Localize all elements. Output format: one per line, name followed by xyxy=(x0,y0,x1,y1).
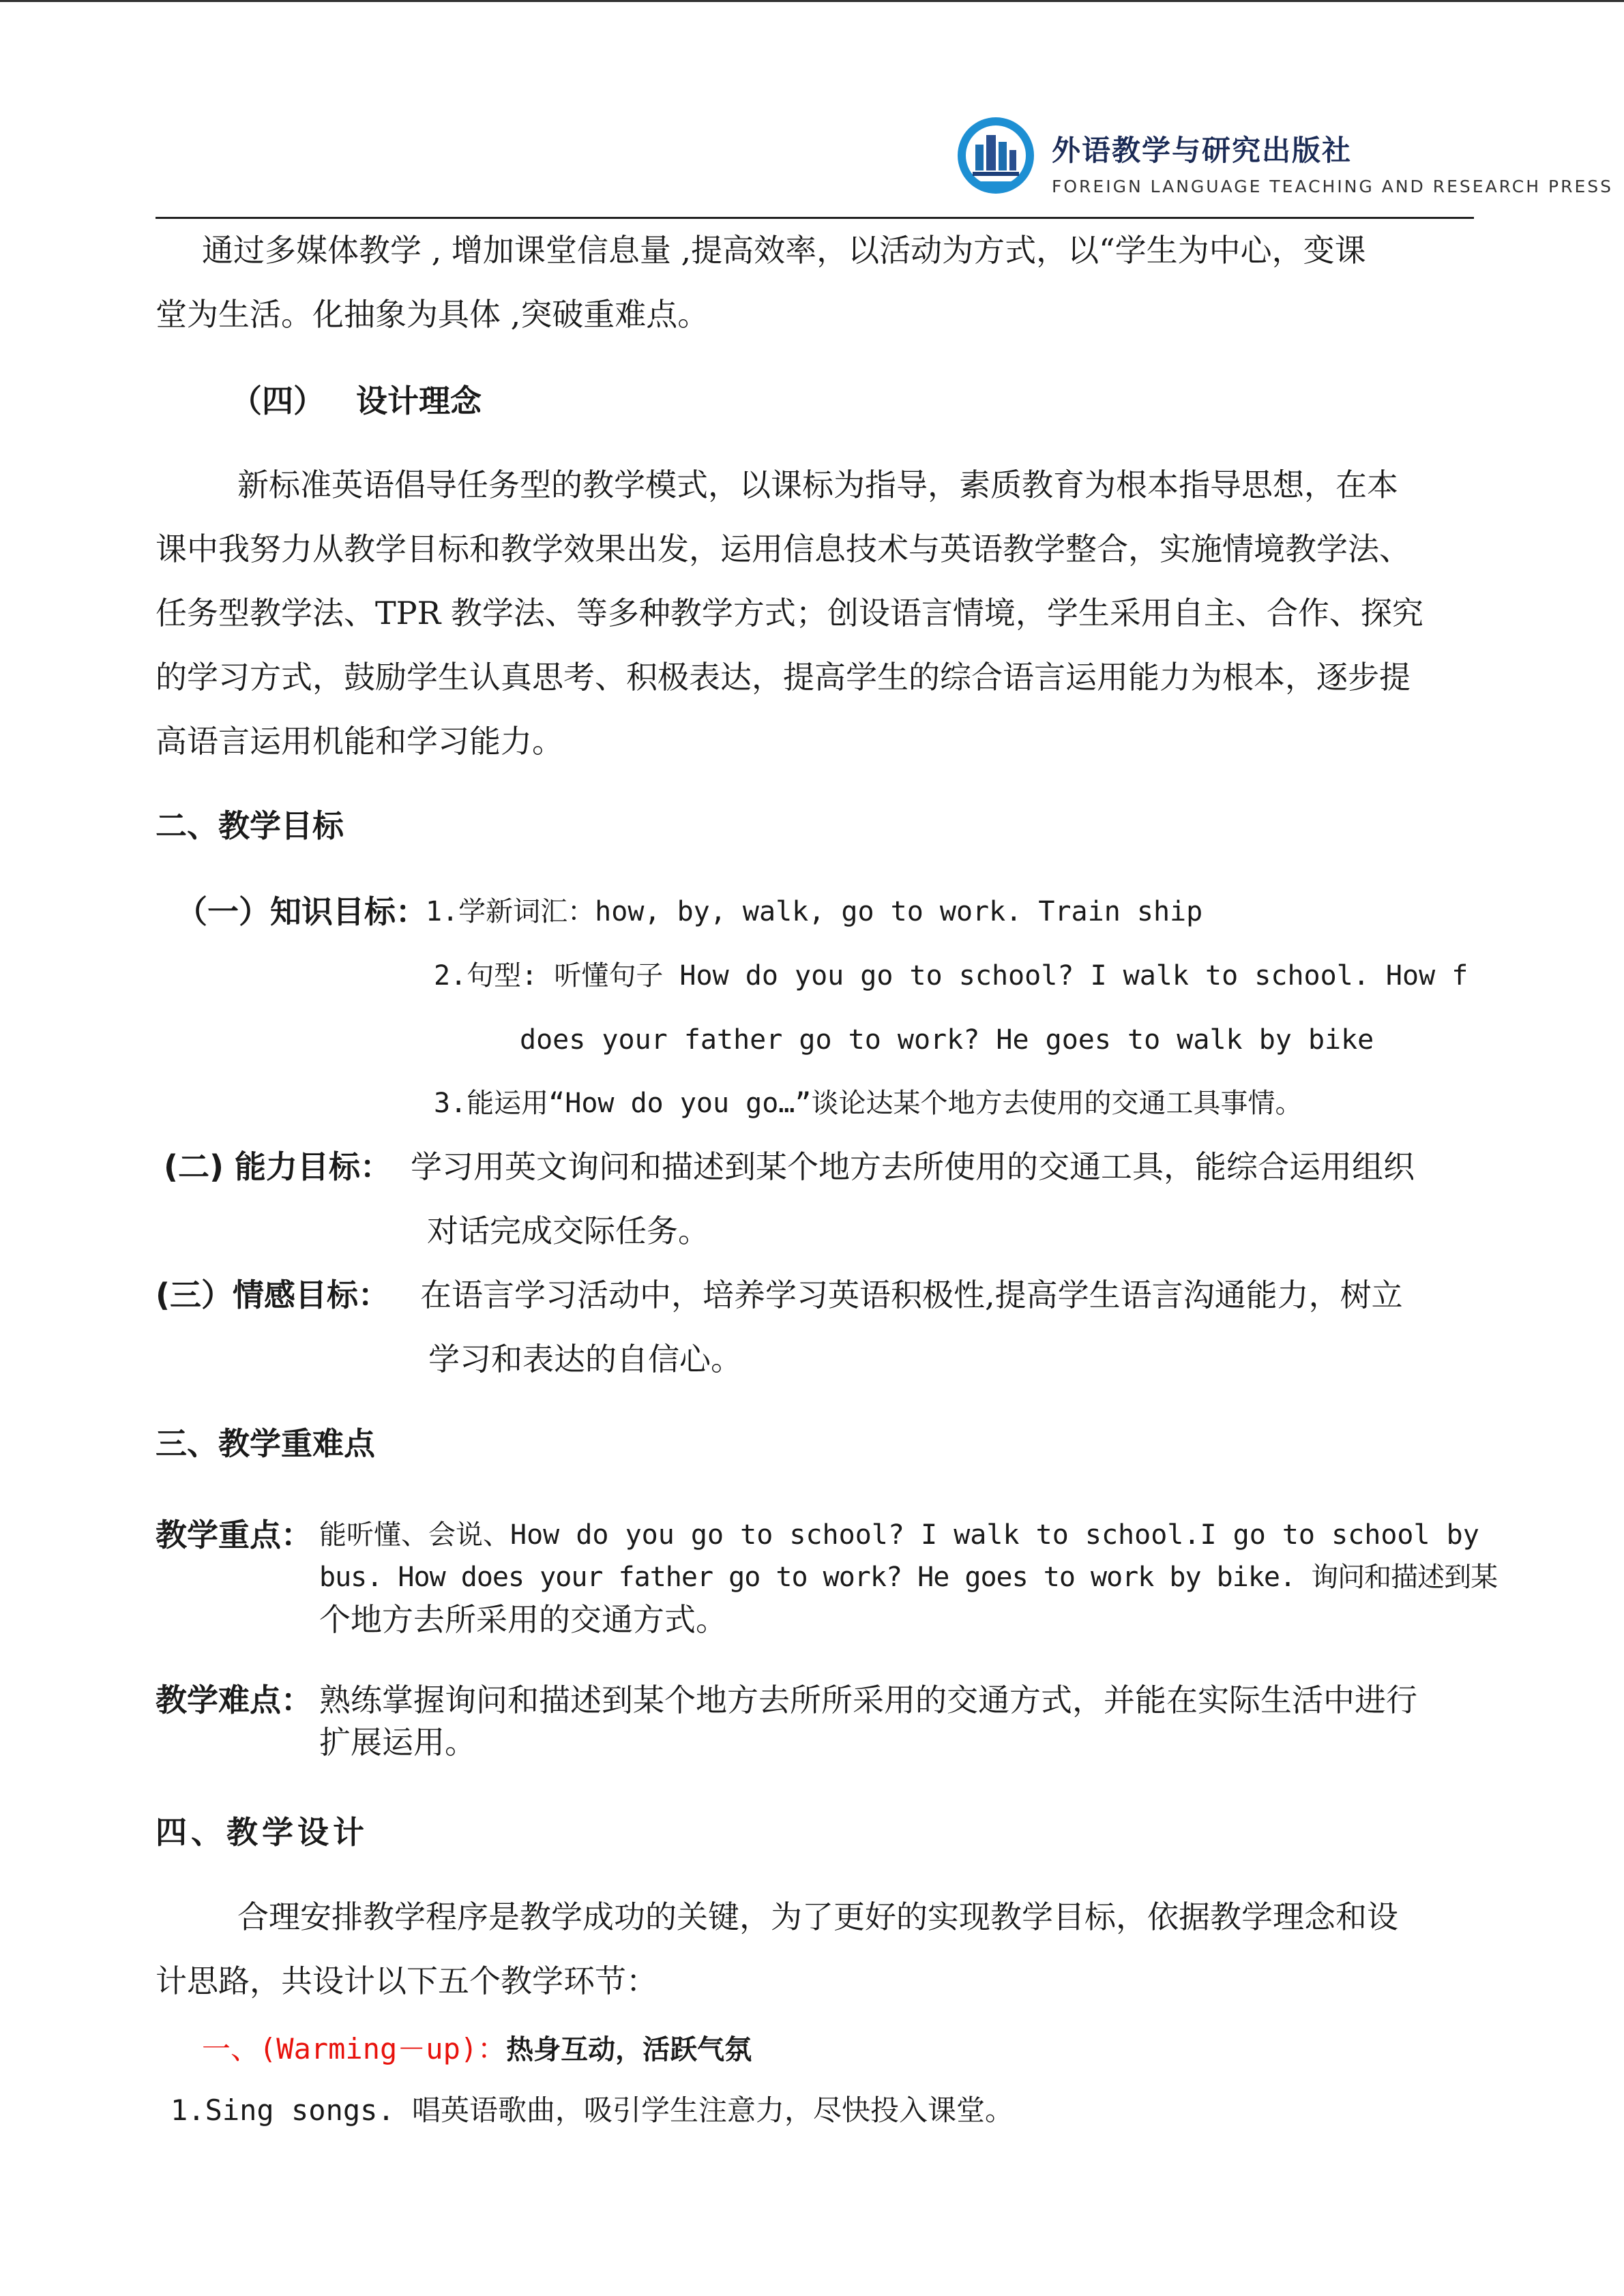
emotion-goal-2: 学习和表达的自信心。 xyxy=(428,1341,742,1377)
knowledge-goal-1: 1.学新词汇：how, by, walk, go to work. Train ship xyxy=(426,896,1203,927)
knowledge-goal-label: （一）知识目标： xyxy=(176,893,427,930)
intro-line-2: 堂为生活。化抽象为具体 ,突破重难点。 xyxy=(156,296,709,333)
publisher-logo xyxy=(955,115,1037,203)
design-concept-number: （四） xyxy=(231,383,325,419)
warmup-step-heading xyxy=(202,2027,752,2071)
emotion-goal-label: (三）情感目标： xyxy=(156,1277,390,1313)
warmup-step-1: 1.Sing songs. 唱英语歌曲，吸引学生注意力，尽快投入课堂。 xyxy=(171,2093,1014,2127)
design-concept-line-5: 高语言运用机能和学习能力。 xyxy=(156,723,563,760)
difficulty-label: 教学难点： xyxy=(156,1682,312,1718)
knowledge-goal-2b: does your father go to work? He goes to walk by bike xyxy=(520,1024,1374,1056)
difficulty-line-1: 熟练掌握询问和描述到某个地方去所所采用的交通方式，并能在实际生活中进行 xyxy=(319,1682,1417,1718)
ability-goal-label: (二) 能力目标： xyxy=(164,1148,392,1185)
header-rule xyxy=(156,217,1474,219)
knowledge-goal-2a: 2.句型: 听懂句子 How do you go to school? I walk to school. How f xyxy=(434,960,1468,992)
design-concept-line-3: 任务型教学法、TPR 教学法、等多种教学方式；创设语言情境，学生采用自主、合作、探究 xyxy=(156,595,1423,631)
difficulty-line-2: 扩展运用。 xyxy=(319,1724,476,1761)
design-concept-heading: 设计理念 xyxy=(356,383,482,419)
focus-line-2: bus. How does your father go to work? He goes to work by bike. 询问和描述到某 xyxy=(319,1562,1498,1593)
publisher-name-cn: 外语教学与研究出版社 xyxy=(1052,134,1353,167)
teaching-design-line-2: 计思路，共设计以下五个教学环节： xyxy=(156,1963,658,1999)
ability-goal-1: 学习用英文询问和描述到某个地方去所使用的交通工具，能综合运用组织 xyxy=(411,1148,1415,1185)
key-points-heading: 三、教学重难点 xyxy=(156,1425,375,1462)
design-concept-line-1: 新标准英语倡导任务型的教学模式，以课标为指导，素质教育为根本指导思想，在本 xyxy=(237,466,1398,503)
publisher-name-en: FOREIGN LANGUAGE TEACHING AND RESEARCH PRESS xyxy=(1052,177,1613,196)
teaching-design-heading: 四、教学设计 xyxy=(156,1814,368,1851)
teaching-design-line-1: 合理安排教学程序是教学成功的关键，为了更好的实现教学目标，依据教学理念和设 xyxy=(237,1898,1398,1935)
focus-line-3: 个地方去所采用的交通方式。 xyxy=(319,1601,727,1638)
emotion-goal-1: 在语言学习活动中，培养学习英语积极性,提高学生语言沟通能力，树立 xyxy=(420,1277,1403,1313)
ability-goal-2: 对话完成交际任务。 xyxy=(427,1212,709,1249)
knowledge-goal-3: 3.能运用“How do you go…”谈论达某个地方去使用的交通工具事情。 xyxy=(434,1088,1303,1119)
focus-label: 教学重点： xyxy=(156,1517,312,1553)
intro-line-1: 通过多媒体教学 , 增加课堂信息量 ,提高效率，以活动为方式，以“学生为中心，变课 xyxy=(202,232,1366,269)
page-top-border xyxy=(0,0,1624,2)
warmup-description: 热身互动，活跃气氛 xyxy=(506,2034,752,2066)
design-concept-line-2: 课中我努力从教学目标和教学效果出发，运用信息技术与英语教学整合，实施情境教学法、 xyxy=(156,531,1411,567)
focus-line-1: 能听懂、会说、How do you go to school? I walk to school.I go to school by xyxy=(319,1519,1479,1551)
goals-heading: 二、教学目标 xyxy=(156,807,344,844)
design-concept-line-4: 的学习方式，鼓励学生认真思考、积极表达，提高学生的综合语言运用能力为根本，逐步提 xyxy=(156,659,1411,696)
warmup-label: 一、(Warming－up)： xyxy=(202,2032,507,2066)
